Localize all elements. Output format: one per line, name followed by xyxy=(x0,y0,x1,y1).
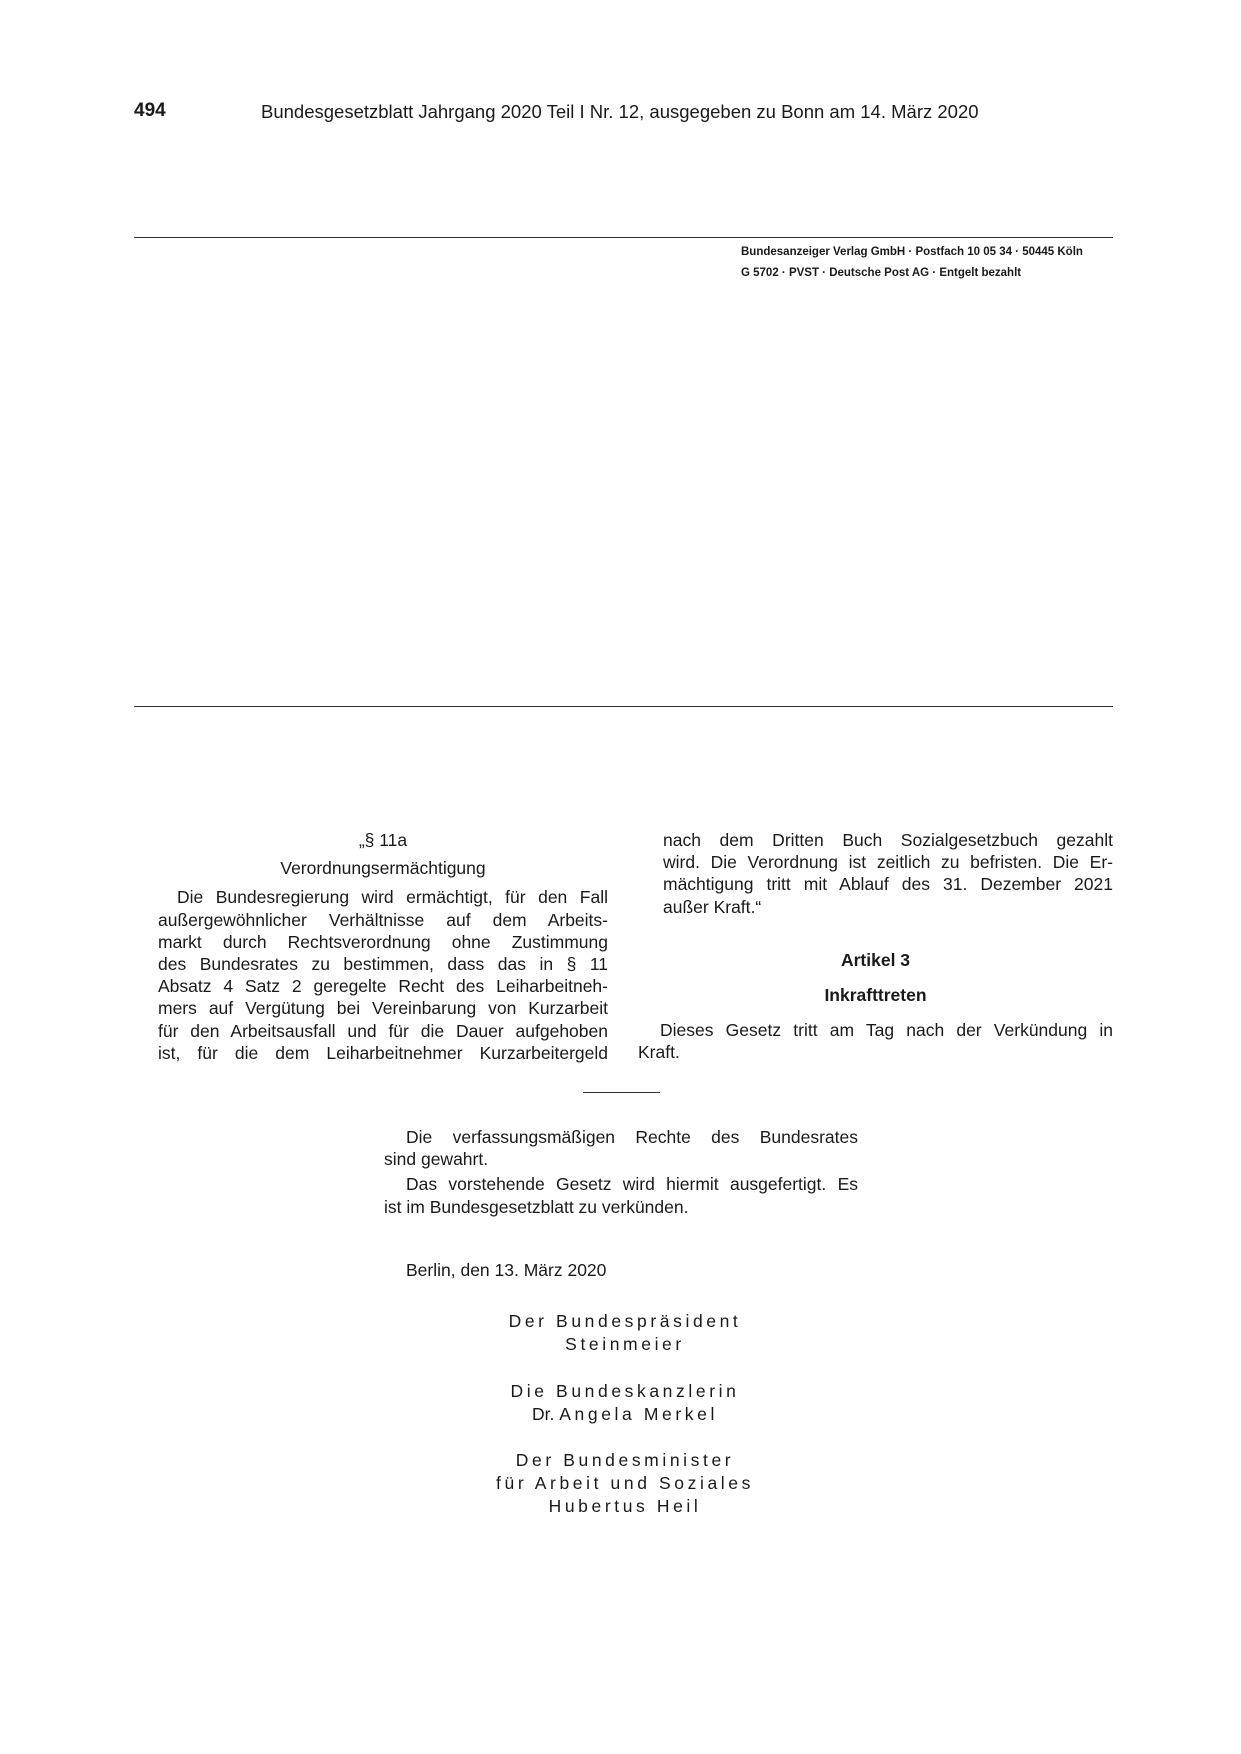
publisher-address: Bundesanzeiger Verlag GmbH · Postfach 10 05 34 · 50445 Köln xyxy=(741,246,1083,258)
short-divider xyxy=(583,1092,660,1093)
postal-info: G 5702 · PVST · Deutsche Post AG · Entgelt bezahlt xyxy=(741,267,1022,279)
body-line: des Bundesrates zu bestimmen, dass das in § 11 xyxy=(158,954,608,975)
article-number: Artikel 3 xyxy=(840,949,911,970)
body-line: Dieses Gesetz tritt am Tag nach der Verkündung in xyxy=(660,1020,1113,1041)
signature-minister xyxy=(440,1449,810,1518)
president-title: Der Bundespräsident xyxy=(508,1311,742,1331)
closing-line: sind gewahrt. xyxy=(384,1149,489,1170)
article-title: Inkrafttreten xyxy=(824,985,927,1006)
signature-president xyxy=(440,1310,810,1356)
signature-chancellor xyxy=(440,1380,810,1426)
place-date: Berlin, den 13. März 2020 xyxy=(406,1259,607,1280)
president-name: Steinmeier xyxy=(565,1334,685,1354)
chancellor-prefix: Dr. xyxy=(532,1404,555,1424)
closing-line: ist im Bundesgesetzblatt zu verkünden. xyxy=(384,1196,689,1217)
section-number: „§ 11a xyxy=(358,830,408,850)
body-line: außer Kraft.“ xyxy=(663,896,762,917)
top-divider xyxy=(134,237,1113,238)
body-line: Die Bundesregierung wird ermächtigt, für den Fall xyxy=(177,887,608,908)
body-line: nach dem Dritten Buch Sozialgesetzbuch gezahlt xyxy=(663,830,1113,850)
body-line: für den Arbeitsausfall und für die Dauer aufgehoben xyxy=(158,1020,608,1041)
page-number: 494 xyxy=(134,100,166,121)
section-body xyxy=(158,886,608,1064)
minister-department: für Arbeit und Soziales xyxy=(496,1473,754,1493)
body-line: wird. Die Verordnung ist zeitlich zu befristen. Die Er- xyxy=(663,852,1113,873)
article-body xyxy=(638,1019,1113,1063)
section-title: Verordnungsermächtigung xyxy=(280,858,486,879)
minister-title: Der Bundesminister xyxy=(515,1450,735,1470)
left-column xyxy=(158,829,608,1064)
closing-line: Das vorstehende Gesetz wird hiermit ausgefertigt. Es xyxy=(406,1174,858,1195)
body-line: Absatz 4 Satz 2 geregelte Recht des Leiharbeitneh- xyxy=(158,976,608,997)
chancellor-title: Die Bundeskanzlerin xyxy=(510,1381,740,1401)
body-line: Kraft. xyxy=(638,1042,680,1063)
body-line: außergewöhnlicher Verhältnisse auf dem Arbeits- xyxy=(158,909,608,930)
minister-name: Hubertus Heil xyxy=(548,1496,702,1516)
closing-formula xyxy=(384,1126,858,1281)
middle-divider xyxy=(134,706,1113,707)
chancellor-name: Angela Merkel xyxy=(559,1404,718,1424)
body-line: markt durch Rechtsverordnung ohne Zustimmung xyxy=(158,931,608,952)
closing-line: Die verfassungsmäßigen Rechte des Bundesrates xyxy=(406,1127,858,1147)
body-line: mächtigung tritt mit Ablauf des 31. Dezember 2021 xyxy=(663,874,1113,895)
body-line: ist, für die dem Leiharbeitnehmer Kurzarbeitergeld xyxy=(158,1042,608,1063)
body-line: mers auf Vergütung bei Vereinbarung von Kurzarbeit xyxy=(158,998,608,1019)
right-column xyxy=(638,829,1113,1064)
gazette-header-title: Bundesgesetzblatt Jahrgang 2020 Teil I Nr. 12, ausgegeben zu Bonn am 14. März 2020 xyxy=(261,101,979,122)
